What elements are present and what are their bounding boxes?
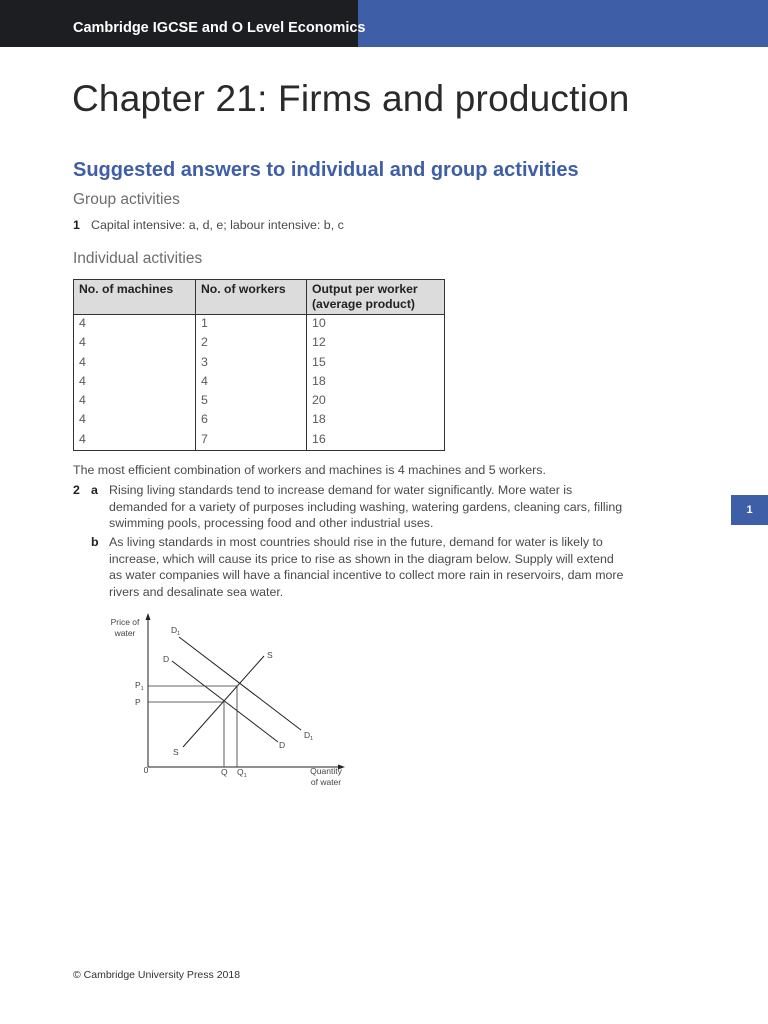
d-label-bottom: D bbox=[279, 740, 286, 750]
table-cell: 5 bbox=[196, 392, 307, 411]
table-cell: 15 bbox=[307, 354, 445, 373]
table-cell: 2 bbox=[196, 334, 307, 353]
table-cell: 1 bbox=[196, 315, 307, 335]
part-b-label: b bbox=[91, 535, 99, 549]
table-cell: 4 bbox=[74, 334, 196, 353]
header-accent-bar bbox=[358, 0, 768, 47]
table-row bbox=[74, 354, 445, 373]
table-cell: 18 bbox=[307, 411, 445, 430]
table-cell: 4 bbox=[74, 354, 196, 373]
table-row bbox=[74, 392, 445, 411]
column-header-machines: No. of machines bbox=[74, 280, 196, 315]
efficient-combination-text: The most efficient combination of workers and machines is 4 machines and 5 workers. bbox=[73, 463, 546, 477]
y-axis-label-line1: Price of bbox=[110, 617, 140, 627]
s-label-top: S bbox=[267, 650, 273, 660]
table-cell: 12 bbox=[307, 334, 445, 353]
x-axis-label-line2: of water bbox=[310, 777, 342, 787]
table-header-row bbox=[74, 280, 445, 315]
table-row bbox=[74, 411, 445, 430]
table-row bbox=[74, 373, 445, 392]
table-cell: 4 bbox=[74, 373, 196, 392]
individual-activities-heading: Individual activities bbox=[73, 250, 203, 267]
page-number-tab: 1 bbox=[731, 495, 768, 525]
part-a-label: a bbox=[91, 483, 98, 497]
p1-label: $P_1$ bbox=[135, 680, 144, 692]
question-number: 2 bbox=[73, 483, 80, 497]
table-row bbox=[74, 334, 445, 353]
item-text: Capital intensive: a, d, e; labour intensive: b, c bbox=[91, 218, 344, 232]
part-b-text: As living standards in most countries should rise in the future, demand for water is likely to increase, which will cause its price to rise as shown in the diagram below. Supply will extend as water companies will have a financial incentive to collect more rain in reservoirs, dam more rivers and desalinate sea water. bbox=[109, 535, 624, 599]
s-label-bottom: S bbox=[173, 747, 179, 757]
d-label-top: D bbox=[163, 654, 170, 664]
table-cell: 4 bbox=[74, 411, 196, 430]
section-title: Suggested answers to individual and group activities bbox=[73, 159, 579, 181]
d1-label-bottom: $D_1$ bbox=[304, 730, 314, 742]
table-cell: 3 bbox=[196, 354, 307, 373]
supply-curve-s bbox=[183, 656, 264, 747]
table-cell: 6 bbox=[196, 411, 307, 430]
table-cell: 4 bbox=[74, 431, 196, 451]
table-cell: 20 bbox=[307, 392, 445, 411]
table-cell: 7 bbox=[196, 431, 307, 451]
demand-curve-d bbox=[172, 661, 278, 742]
y-axis-label-line2: water bbox=[114, 628, 136, 638]
q1-label: $Q_1$ bbox=[237, 767, 247, 779]
table-cell: 4 bbox=[196, 373, 307, 392]
copyright-footer: © Cambridge University Press 2018 bbox=[73, 969, 241, 981]
chapter-title: Chapter 21: Firms and production bbox=[72, 78, 630, 119]
table-row bbox=[74, 431, 445, 451]
p-label: P bbox=[135, 697, 141, 707]
table-cell: 18 bbox=[307, 373, 445, 392]
origin-label: 0 bbox=[143, 765, 149, 775]
book-title: Cambridge IGCSE and O Level Economics bbox=[73, 20, 366, 36]
group-activities-heading: Group activities bbox=[73, 191, 180, 208]
table-cell: 4 bbox=[74, 315, 196, 335]
item-number: 1 bbox=[73, 218, 80, 232]
group-activity-item bbox=[73, 217, 344, 234]
d1-label-top: $D_1$ bbox=[171, 625, 181, 637]
production-table bbox=[73, 279, 445, 451]
part-a-text: Rising living standards tend to increase demand for water significantly. More water is demanded for a variety of purposes including washing, watering gardens, cleaning cars, filling swimming pools, processing food and other industrial uses. bbox=[109, 483, 623, 530]
table-cell: 10 bbox=[307, 315, 445, 335]
supply-demand-diagram bbox=[100, 610, 360, 795]
table-row bbox=[74, 315, 445, 335]
column-header-workers: No. of workers bbox=[196, 280, 307, 315]
x-axis-label-line1: Quantity bbox=[310, 766, 342, 776]
table-cell: 16 bbox=[307, 431, 445, 451]
table-cell: 4 bbox=[74, 392, 196, 411]
column-header-output: Output per worker (average product) bbox=[307, 280, 445, 315]
q-label: Q bbox=[221, 767, 228, 777]
y-axis-arrow bbox=[146, 613, 151, 620]
